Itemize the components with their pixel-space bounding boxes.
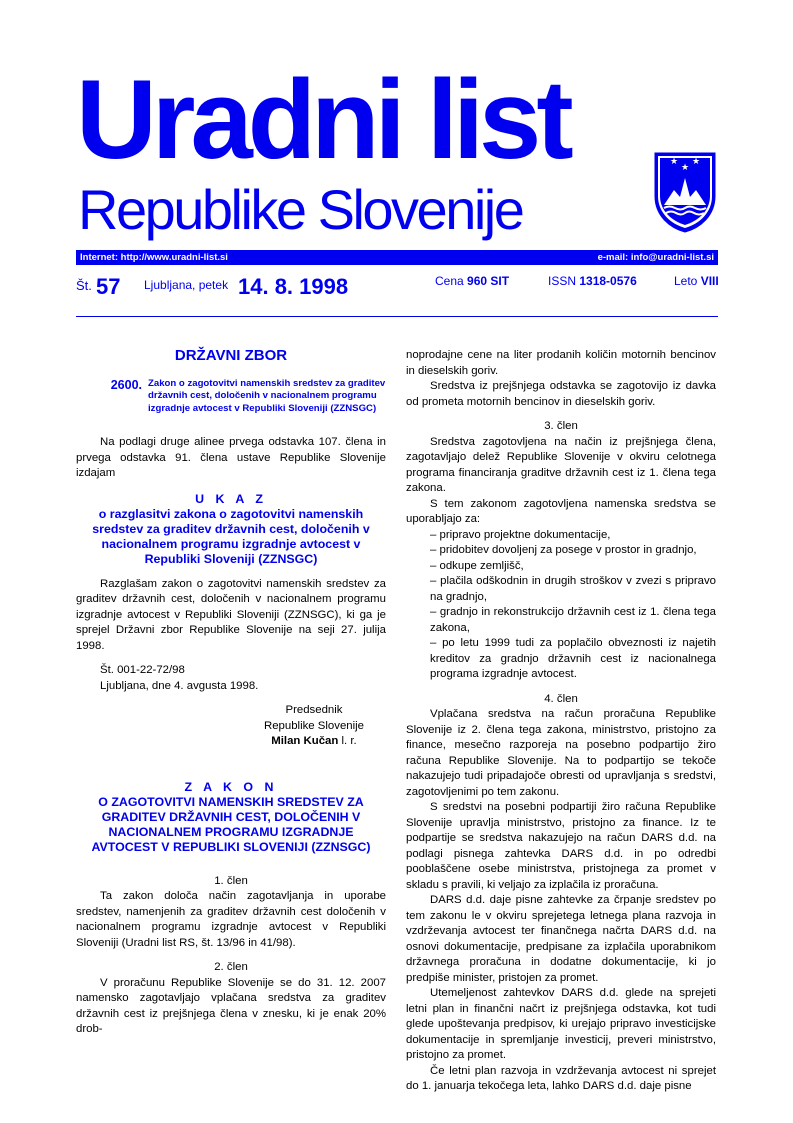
signature-name: Milan Kučan [271, 735, 339, 747]
law-entry [76, 378, 386, 416]
article-1-heading: 1. člen [214, 874, 248, 887]
masthead-subtitle: Republike Slovenije [78, 178, 523, 241]
zakon-word: Z A K O N [184, 779, 278, 794]
signature-block [242, 703, 386, 750]
signature-role: Predsednik [285, 704, 343, 716]
svg-text:★: ★ [669, 157, 679, 167]
reference-number: Št. 001-22-72/98 [100, 664, 185, 676]
price-info [435, 274, 509, 288]
proclamation-paragraph: Razglašam zakon o zagotovitvi namenskih sredstev za graditev državnih cest, določenih v nacionalnem programu izgradnje avtocest v Republiki Sloveniji (ZZNSGC), ki ga je sprejel Državni zbor Republike Slovenije na seji 27. julija 1998. [76, 577, 386, 652]
list-item: – po letu 1999 tudi za poplačilo obveznosti iz najetih kreditov za gradnjo državnih cest iz nacionalnega programa izgradnje avtocest. [430, 637, 716, 680]
slovenia-coat-of-arms-icon [652, 150, 718, 234]
issn-value: 1318-0576 [579, 274, 637, 288]
svg-text:★: ★ [691, 157, 701, 167]
contact-bar [76, 250, 718, 265]
left-column [76, 340, 386, 1038]
signature-org: Republike Slovenije [263, 719, 365, 732]
reference-date: Ljubljana, dne 4. avgusta 1998. [100, 679, 259, 692]
article-4-paragraph-3: DARS d.d. daje pisne zahtevke za črpanje sredstev po tem zakonu le v okviru sprejetega letnega plana razvoja in vzdrževanja avtocest ter finančnega načrta DARS d.d. na osnovi dokumentacije, predpisane za izplačila uporabnikom državnega proračuna in dodatne dokumentacije, ki jo predpiše minister, pristojen za promet. [406, 894, 716, 984]
issue-number-label: Št. [76, 278, 92, 293]
article-2-paragraph-2: Sredstva iz prejšnjega odstavka se zagotovijo iz davka od prometa motornih bencinov in dieselskih goriv. [406, 380, 716, 408]
list-item: – plačila odškodnin in drugih stroškov v zvezi s pripravo na gradnjo, [430, 575, 716, 603]
issn-info [548, 274, 637, 288]
issue-place-day: Ljubljana, petek [144, 278, 229, 292]
masthead-title: Uradni list [76, 57, 569, 182]
list-item: – gradnjo in rekonstrukcijo državnih cest iz 1. člena tega zakona, [430, 606, 716, 634]
article-4-paragraph-4: Utemeljenost zahtevkov DARS d.d. glede na sprejeti letni plan in finančni načrt iz prejšnjega odstavka, kot tudi glede upoštevanja predpisov, ki urejajo pripravo investicijske dokumentacije in spremljanje investicij, preveri ministrstvo, pristojno za promet. [406, 987, 716, 1061]
zakon-heading [76, 780, 386, 855]
ukaz-word: U K A Z [195, 491, 267, 506]
zakon-title: O ZAGOTOVITVI NAMENSKIH SREDSTEV ZA GRADITEV DRŽAVNIH CEST, DOLOČENIH V NACIONALNEM PROGRAMU IZGRADNJE AVTOCEST V REPUBLIKI SLOVENIJI (ZZNSGC) [91, 794, 371, 854]
article-2-continuation: noprodajne cene na liter prodanih količin motornih bencinov in dieselskih goriv. [406, 349, 716, 377]
intro-paragraph: Na podlagi druge alinee prvega odstavka 107. člena in prvega odstavka 91. člena ustave Republike Slovenije izdajam [76, 436, 386, 479]
list-item: – pridobitev dovoljenj za posege v prostor in gradnjo, [430, 544, 697, 556]
article-4-heading: 4. člen [544, 692, 578, 705]
article-3-heading: 3. člen [544, 420, 578, 432]
article-3-paragraph-1: Sredstva zagotovljena na način iz prejšnjega člena, zagotavljajo delež Republike Slovenije v okviru celotnega programa financiranja graditve državnih cest iz 1. člena tega zakona. [406, 435, 716, 494]
svg-text:★: ★ [680, 163, 690, 173]
list-item: – pripravo projektne dokumentacije, [430, 528, 611, 541]
article-2-text: V proračunu Republike Slovenije se do 31. 12. 2007 namensko zagotavljajo vplačana sredstva za graditev državnih cest iz prejšnjega člena v znesku, ki je enak 20% drob- [76, 976, 386, 1035]
article-1-text: Ta zakon določa način zagotavljanja in uporabe sredstev, namenjenih za graditev državnih cest določenih v nacionalnem programu izgradnje avtocest v Republiki Sloveniji (Uradni list RS, št. 13/96 in 41/98). [76, 890, 386, 949]
issue-info-bar [76, 270, 718, 306]
law-number: 2600. [110, 377, 142, 392]
article-3-paragraph-2: S tem zakonom zagotovljena namenska sredstva se uporabljajo za: [406, 497, 716, 525]
article-2-heading: 2. člen [214, 961, 248, 973]
year-label: Leto [674, 274, 698, 288]
list-item: – odkupe zemljišč, [430, 559, 524, 572]
article-4-paragraph-5: Če letni plan razvoja in vzdrževanja avtocest ni sprejet do 1. januarja tekočega leta, lahko DARS d.d. daje pisne [406, 1064, 716, 1092]
issue-number: 57 [96, 274, 121, 299]
ukaz-heading [76, 492, 386, 567]
right-column [406, 348, 716, 1095]
price-value: 960 SIT [467, 274, 510, 288]
email-link[interactable]: e-mail: info@uradni-list.si [597, 252, 714, 263]
ukaz-title: o razglasitvi zakona o zagotovitvi namenskih sredstev za graditev državnih cest, določenih v nacionalnem programu izgradnje avtocest v Republiki Sloveniji (ZZNSGC) [92, 506, 370, 566]
year-info [674, 274, 719, 288]
section-heading: DRŽAVNI ZBOR [174, 347, 288, 364]
issue-date: 14. 8. 1998 [238, 274, 349, 299]
article-4-paragraph-1: Vplačana sredstva na račun proračuna Republike Slovenije iz 2. člena tega zakona, ministrstvo, pristojno za finance, mesečno razporeja na posebno podpartijo žiro računa Republike Slovenije. Na to podpartijo se tekoče nakazujejo tudi pripadajoče obresti od upravljanja s sredstvi, zagotovljenimi po tem zakonu. [406, 708, 716, 798]
header-divider [76, 316, 718, 317]
price-label: Cena [435, 274, 464, 288]
signature-suffix: l. r. [338, 735, 357, 747]
year-value: VIII [700, 274, 719, 288]
signature-line [242, 734, 386, 750]
law-title: Zakon o zagotovitvi namenskih sredstev za graditev državnih cest, določenih v nacionalnem programu izgradnje avtocest v Republiki Sloveniji (ZZNSGC) [148, 377, 386, 414]
article-4-paragraph-2: S sredstvi na posebni podpartiji žiro računa Republike Slovenije upravlja ministrstvo, pristojno za finance. Iz te podpartije se sredstva nakazujejo na račun DARS d.d. na podlagi pisnega zahtevka DARS d.d. in po odredbi pooblaščene osebe ministrstva, pristojnega za promet v skladu s pravili, ki veljajo za izplačila iz proračuna. [406, 801, 716, 891]
issn-label: ISSN [548, 274, 577, 288]
internet-link[interactable]: Internet: http://www.uradni-list.si [80, 252, 228, 263]
